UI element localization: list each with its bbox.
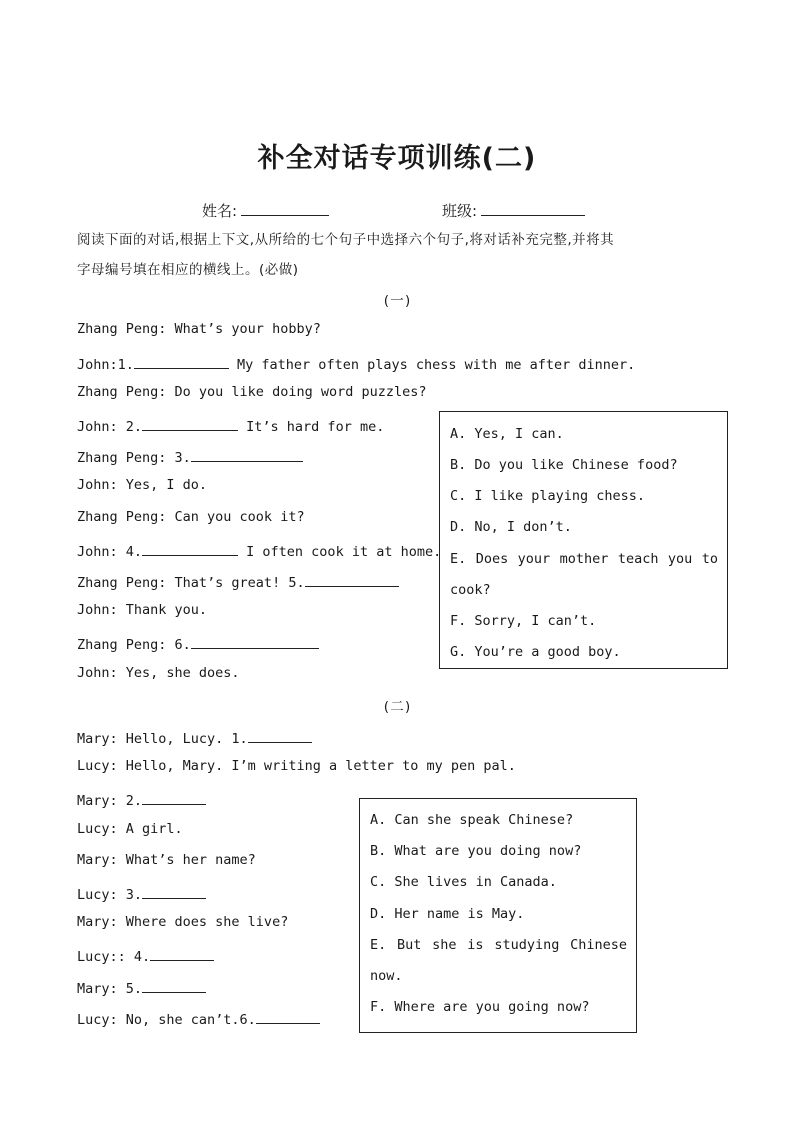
dialogue-line: Lucy: 3. bbox=[77, 883, 206, 903]
answer-blank[interactable] bbox=[256, 1008, 320, 1024]
answer-blank[interactable] bbox=[134, 353, 229, 369]
section-heading: (一) bbox=[382, 293, 412, 309]
dialogue-line: Mary: 5. bbox=[77, 977, 206, 997]
dialogue-line: John: Yes, I do. bbox=[77, 477, 208, 493]
dialogue-line: Zhang Peng: 3. bbox=[77, 446, 303, 466]
dialogue-line: Zhang Peng: Can you cook it? bbox=[77, 509, 305, 525]
class-blank[interactable] bbox=[481, 200, 585, 216]
dialogue-line: Lucy: Hello, Mary. I’m writing a letter to my pen pal. bbox=[77, 758, 516, 774]
page-title: 补全对话专项训练(二) bbox=[257, 143, 537, 174]
dialogue-line: Mary: Hello, Lucy. 1. bbox=[77, 727, 312, 747]
dialogue-line: Zhang Peng: Do you like doing word puzzles? bbox=[77, 384, 427, 400]
dialogue-line: John:1. My father often plays chess with me after dinner. bbox=[77, 353, 635, 373]
instruction-line: 字母编号填在相应的横线上。(必做) bbox=[77, 262, 299, 278]
dialogue-line: John: 2. It’s hard for me. bbox=[77, 415, 384, 435]
dialogue-line: Mary: 2. bbox=[77, 789, 206, 809]
name-blank[interactable] bbox=[241, 200, 329, 216]
dialogue-line: Lucy: No, she can’t.6. bbox=[77, 1008, 320, 1028]
option-item: C. I like playing chess. bbox=[450, 488, 646, 504]
option-item: B. Do you like Chinese food? bbox=[450, 457, 678, 473]
option-item: D. Her name is May. bbox=[370, 906, 525, 922]
option-item: F. Where are you going now? bbox=[370, 999, 590, 1015]
section-heading: (二) bbox=[382, 699, 412, 715]
answer-blank[interactable] bbox=[191, 446, 303, 462]
option-item: C. She lives in Canada. bbox=[370, 874, 557, 890]
name-field[interactable] bbox=[202, 200, 329, 221]
answer-blank[interactable] bbox=[248, 727, 312, 743]
answer-blank[interactable] bbox=[142, 883, 206, 899]
dialogue-line: John: 4. I often cook it at home. bbox=[77, 540, 441, 560]
answer-blank[interactable] bbox=[150, 945, 214, 961]
option-item: F. Sorry, I can’t. bbox=[450, 613, 597, 629]
class-label: 班级: bbox=[442, 202, 478, 220]
option-item: A. Yes, I can. bbox=[450, 426, 564, 442]
answer-blank[interactable] bbox=[305, 571, 399, 587]
option-item: E. Does your mother teach you to bbox=[450, 551, 718, 567]
dialogue-line: Lucy: A girl. bbox=[77, 821, 183, 837]
dialogue-line: Lucy:: 4. bbox=[77, 945, 214, 965]
answer-blank[interactable] bbox=[142, 789, 206, 805]
option-item: G. You’re a good boy. bbox=[450, 644, 621, 660]
option-item: B. What are you doing now? bbox=[370, 843, 582, 859]
option-item: cook? bbox=[450, 582, 491, 598]
option-item: E. But she is studying Chinese bbox=[370, 937, 627, 953]
dialogue-line: Zhang Peng: 6. bbox=[77, 633, 319, 653]
answer-blank[interactable] bbox=[142, 977, 206, 993]
dialogue-line: Mary: Where does she live? bbox=[77, 914, 289, 930]
dialogue-line: Mary: What’s her name? bbox=[77, 852, 256, 868]
answer-blank[interactable] bbox=[142, 540, 238, 556]
dialogue-line: John: Thank you. bbox=[77, 602, 208, 618]
options-box bbox=[359, 798, 637, 1033]
answer-blank[interactable] bbox=[191, 633, 319, 649]
instruction-line: 阅读下面的对话,根据上下文,从所给的七个句子中选择六个句子,将对话补充完整,并将其 bbox=[77, 232, 615, 248]
dialogue-line: Zhang Peng: That’s great! 5. bbox=[77, 571, 399, 591]
option-item: now. bbox=[370, 968, 403, 984]
options-box bbox=[439, 411, 728, 669]
dialogue-line: Zhang Peng: What’s your hobby? bbox=[77, 321, 321, 337]
option-item: A. Can she speak Chinese? bbox=[370, 812, 574, 828]
answer-blank[interactable] bbox=[142, 415, 238, 431]
dialogue-line: John: Yes, she does. bbox=[77, 665, 240, 681]
class-field[interactable] bbox=[442, 200, 585, 221]
option-item: D. No, I don’t. bbox=[450, 519, 572, 535]
name-label: 姓名: bbox=[202, 202, 238, 220]
